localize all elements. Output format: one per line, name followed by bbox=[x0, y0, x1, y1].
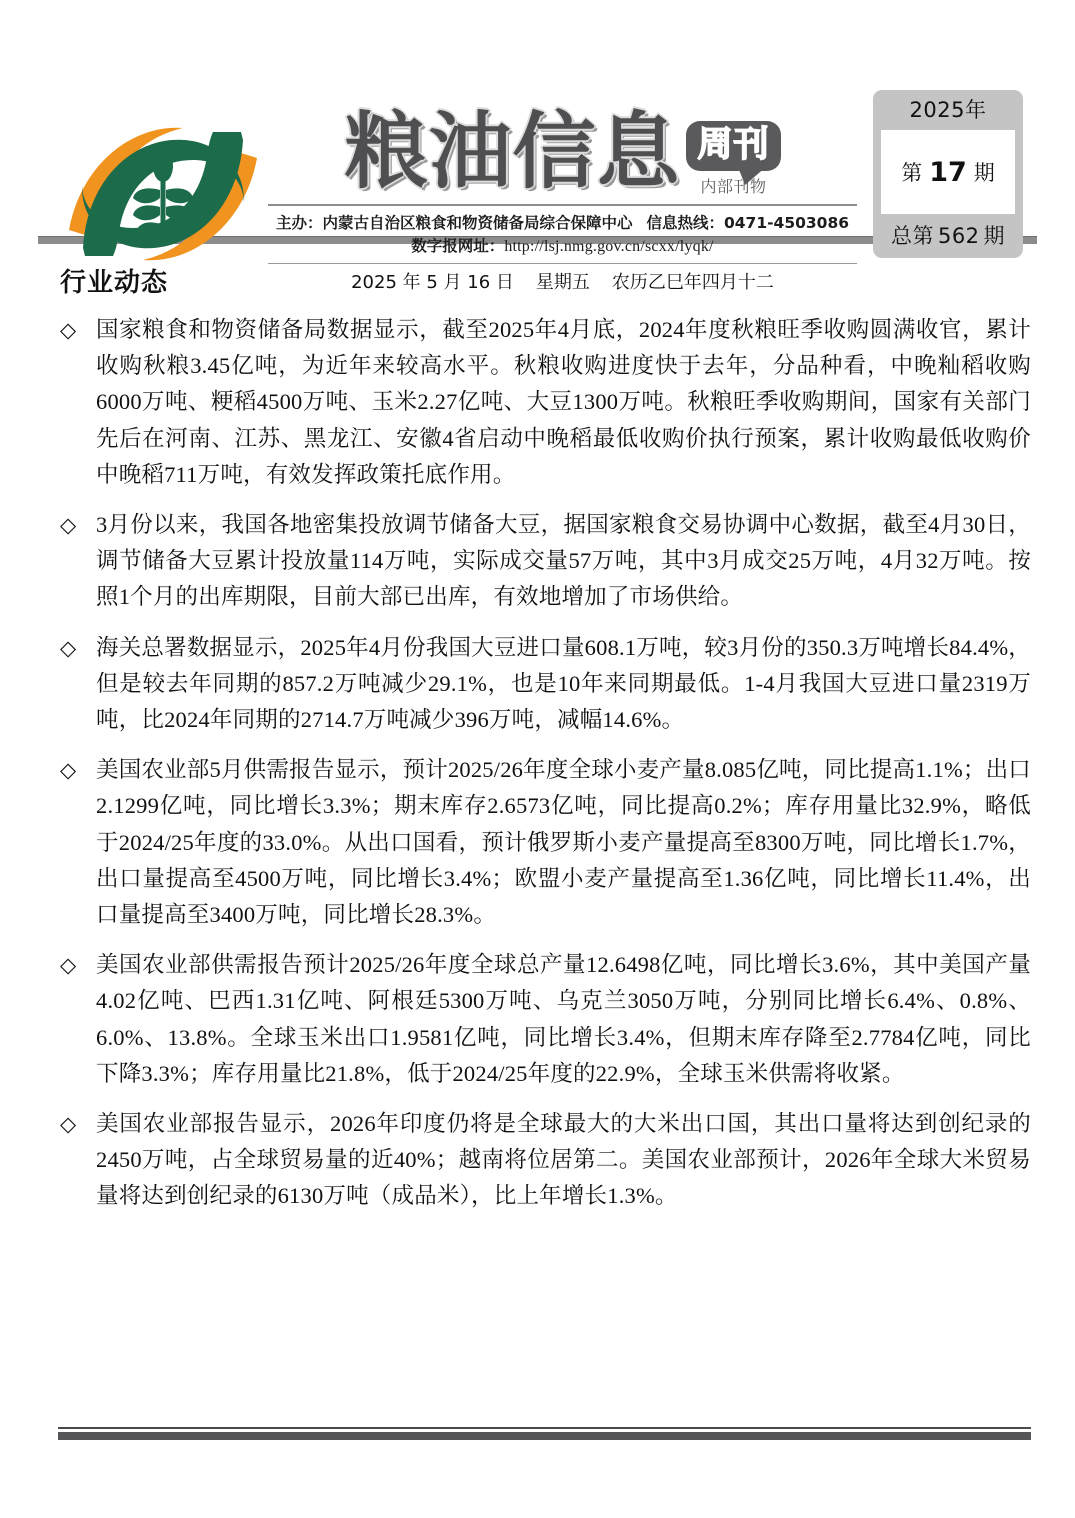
article-paragraph: 海关总署数据显示，2025年4月份我国大豆进口量608.1万吨，较3月份的350.3万吨增长84.4%，但是较去年同期的857.2万吨减少29.1%，也是10年来同期最低。1-4月我国大豆进口量2319万吨，比2024年同期的2714.7万吨减少396万吨，减幅14.6%。 bbox=[96, 634, 1031, 733]
website-line bbox=[268, 235, 857, 259]
article-content bbox=[0, 244, 1075, 1215]
issue-total-prefix: 总第 bbox=[890, 224, 934, 248]
diamond-bullet-icon: ◇ bbox=[60, 635, 77, 660]
issue-prefix: 第 bbox=[901, 161, 923, 185]
footer-thick-rule bbox=[58, 1432, 1031, 1440]
issue-date: 2025 年 5 月 16 日 bbox=[351, 272, 514, 293]
diamond-bullet-icon: ◇ bbox=[60, 513, 77, 538]
issue-suffix: 期 bbox=[973, 161, 995, 185]
publication-logo bbox=[58, 102, 268, 282]
organizer-text: 主办：内蒙古自治区粮食和物资储备局综合保障中心 bbox=[275, 214, 633, 232]
hotline-text: 信息热线：0471-4503086 bbox=[646, 214, 850, 232]
list-item bbox=[58, 1106, 1031, 1215]
issue-total-row bbox=[873, 214, 1023, 258]
website-label: 数字报网址： bbox=[411, 237, 505, 255]
issue-number-box bbox=[873, 90, 1023, 258]
list-item bbox=[58, 752, 1031, 933]
masthead-title-row bbox=[268, 92, 857, 198]
masthead-badges bbox=[686, 121, 780, 198]
issue-total-number: 562 bbox=[937, 224, 980, 248]
diamond-bullet-icon: ◇ bbox=[60, 1112, 77, 1137]
weekly-badge: 周刊 bbox=[686, 121, 780, 171]
issue-date-line bbox=[268, 264, 857, 298]
list-item bbox=[58, 312, 1031, 493]
diamond-bullet-icon: ◇ bbox=[60, 318, 77, 342]
article-paragraph: 美国农业部5月供需报告显示，预计2025/26年度全球小麦产量8.085亿吨，同比提高1.1%；出口2.1299亿吨，同比增长3.3%；期末库存2.6573亿吨，同比提高0.2%；库存用量比32.9%，略低于2024/25年度的33.0%。从出口国看，预计俄罗斯小麦产量提高至8300万吨，同比增长1.7%，出口量提高至4500万吨，同比增长3.4%；欧盟小麦产量提高至1.36亿吨，同比增长11.4%，出口量提高至3400万吨，同比增长28.3%。 bbox=[96, 757, 1031, 928]
article-paragraph: 国家粮食和物资储备局数据显示，截至2025年4月底，2024年度秋粮旺季收购圆满收官，累计收购秋粮3.45亿吨，为近年来较高水平。秋粮收购进度快于去年，分品种看，中晚籼稻收购6000万吨、粳稻4500万吨、玉米2.27亿吨、大豆1300万吨。秋粮旺季收购期间，国家有关部门先后在河南、江苏、黑龙江、安徽4省启动中晚稻最低收购价执行预案，累计收购最低收购价中晚稻711万吨，有效发挥政策托底作用。 bbox=[96, 317, 1031, 487]
issue-weekday: 星期五 bbox=[535, 272, 590, 293]
list-item bbox=[58, 507, 1031, 616]
diamond-bullet-icon: ◇ bbox=[60, 953, 77, 978]
website-url[interactable]: http://lsj.nmg.gov.cn/scxx/lyqk/ bbox=[504, 238, 714, 255]
diamond-bullet-icon: ◇ bbox=[60, 758, 77, 783]
organizer-line bbox=[268, 206, 857, 235]
issue-year: 2025年 bbox=[909, 98, 987, 122]
list-item bbox=[58, 947, 1031, 1092]
internal-publication-label: 内部刊物 bbox=[700, 177, 767, 196]
issue-number: 17 bbox=[929, 156, 967, 188]
issue-number-row bbox=[881, 130, 1015, 214]
article-paragraph: 3月份以来，我国各地密集投放调节储备大豆，据国家粮食交易协调中心数据，截至4月30日，调节储备大豆累计投放量114万吨，实际成交量57万吨，其中3月成交25万吨，4月32万吨。按照1个月的出库期限，目前大部已出库，有效地增加了市场供给。 bbox=[96, 512, 1031, 610]
grain-logo-icon bbox=[63, 106, 263, 278]
masthead-center bbox=[268, 78, 857, 298]
publication-title: 粮油信息 bbox=[344, 103, 681, 200]
article-paragraph: 美国农业部报告显示，2026年印度仍将是全球最大的大米出口国，其出口量将达到创纪录的2450万吨，占全球贸易量的近40%；越南将位居第二。美国农业部预计，2026年全球大米贸易量将达到创纪录的6130万吨（成品米），比上年增长1.3%。 bbox=[96, 1111, 1031, 1209]
footer-thin-rule bbox=[58, 1427, 1031, 1429]
footer-divider bbox=[58, 1427, 1031, 1440]
list-item bbox=[58, 630, 1031, 739]
issue-lunar-date: 农历乙巳年四月十二 bbox=[611, 272, 774, 293]
article-paragraph: 美国农业部供需报告预计2025/26年度全球总产量12.6498亿吨，同比增长3.6%，其中美国产量4.02亿吨、巴西1.31亿吨、阿根廷5300万吨、乌克兰3050万吨，分别同比增长6.4%、0.8%、6.0%、13.8%。全球玉米出口1.9581亿吨，同比增长3.4%，但期末库存降至2.7784亿吨，同比下降3.3%；库存用量比21.8%，低于2024/25年度的22.9%，全球玉米供需将收紧。 bbox=[96, 952, 1031, 1086]
issue-total-suffix: 期 bbox=[983, 224, 1006, 248]
section-title: 行业动态 bbox=[60, 268, 169, 298]
